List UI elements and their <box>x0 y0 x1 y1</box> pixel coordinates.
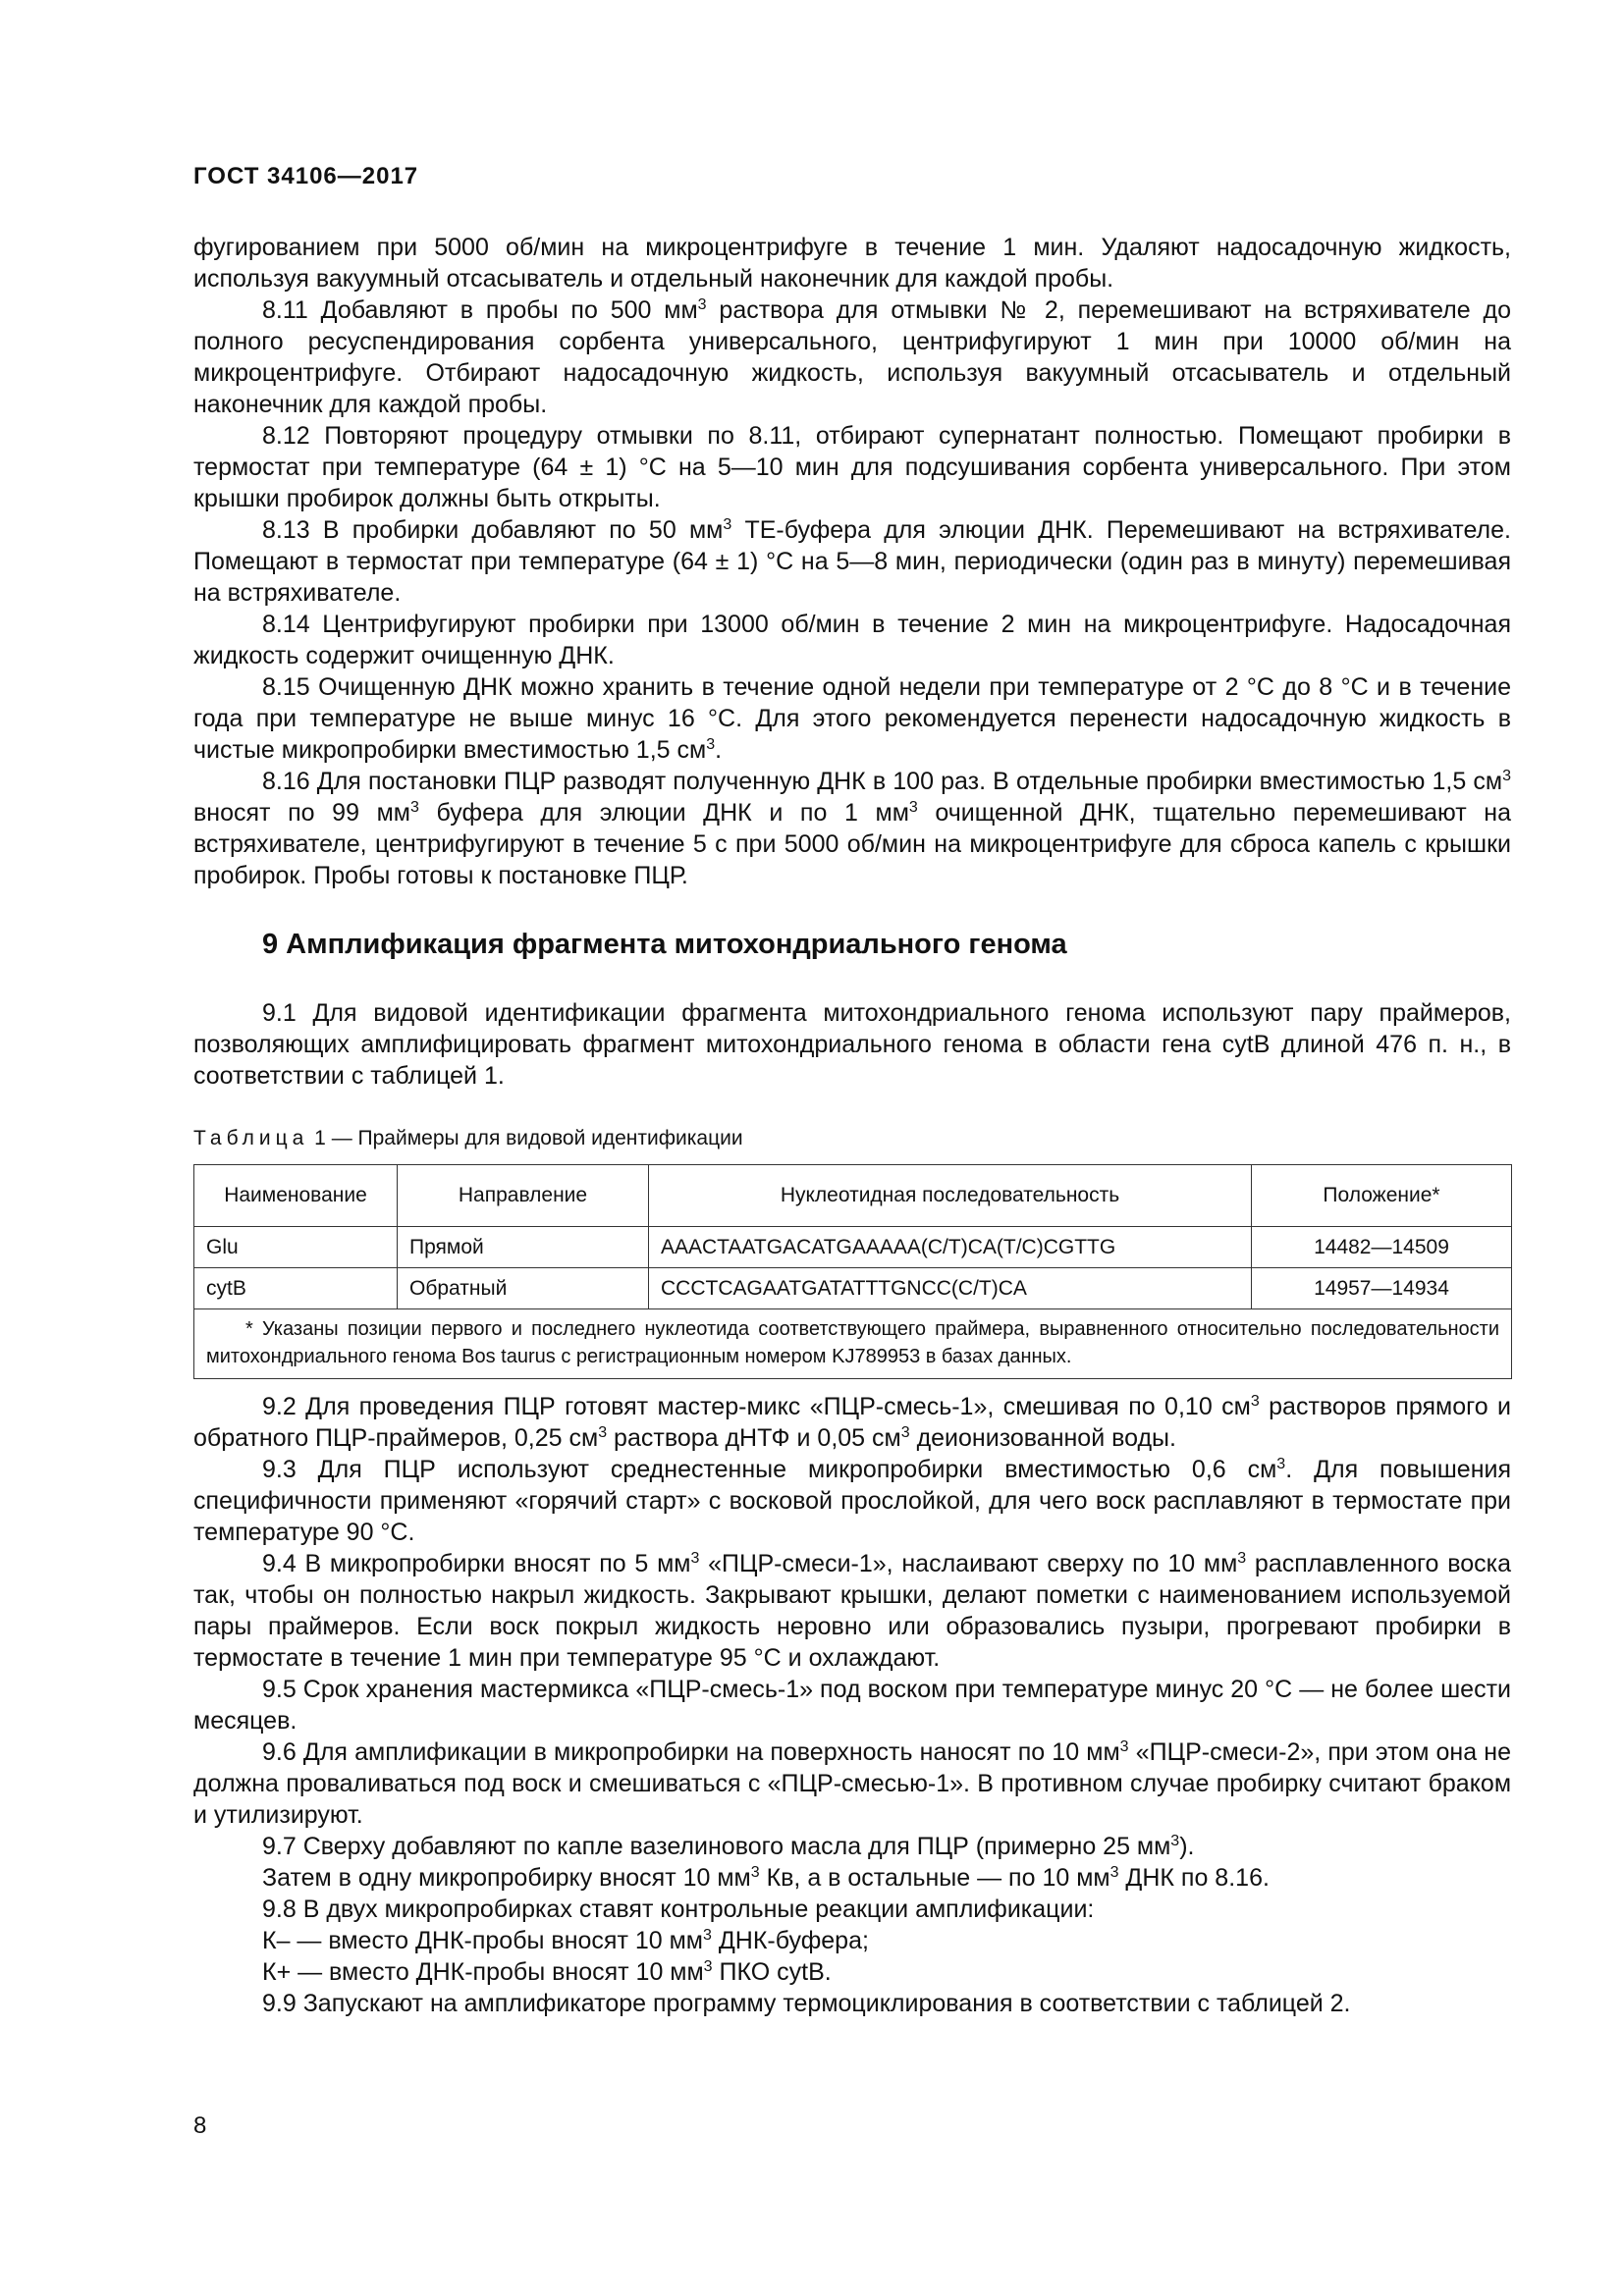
table-row <box>194 1227 1512 1268</box>
page-number: 8 <box>193 2112 207 2139</box>
section-9-title: 9 Амплификация фрагмента митохондриального генома <box>262 929 1067 960</box>
document-header: ГОСТ 34106—2017 <box>193 163 419 189</box>
paragraph-continuation: фугированием при 5000 об/мин на микроцентрифуге в течение 1 мин. Удаляют надосадочную жидкость, используя вакуумный отсасыватель и отдельный наконечник для каждой пробы. <box>193 234 1511 293</box>
header-direction: Направление <box>398 1165 649 1227</box>
cell-name: Glu <box>194 1227 398 1268</box>
paragraph-8-16: 8.16 Для постановки ПЦР разводят полученную ДНК в 100 раз. В отдельные пробирки вместимостью 1,5 $см^3$ вносят по 99 $мм^3$ буфера для элюции ДНК и по 1 $мм^3$ очищенной ДНК, тщательно перемешивают на встряхивателе, центрифугируют в течение 5 с при 5000 об/мин на микроцентрифуге для сброса капель с крышки пробирок. Пробы готовы к постановке ПЦР. <box>193 768 1511 889</box>
paragraph-9-1: 9.1 Для видовой идентификации фрагмента митохондриального генома используют пару праймеров, позволяющих амплифицировать фрагмент митохондриального генома в области гена cytB длиной 476 п. н., в соответствии с таблицей 1. <box>193 999 1511 1090</box>
cell-direction: Обратный <box>398 1268 649 1309</box>
paragraph-9-2: 9.2 Для проведения ПЦР готовят мастер-микс «ПЦР-смесь-1», смешивая по 0,10 $см^3$ растворов прямого и обратного ПЦР-праймеров, 0,25 $см^3$ раствора дНТФ и 0,05 $см^3$ деионизованной воды. <box>193 1393 1511 1452</box>
page-content <box>193 232 1511 2019</box>
paragraph-9-5: 9.5 Срок хранения мастермикса «ПЦР-смесь-1» под воском при температуре минус 20 °С — не более шести месяцев. <box>193 1676 1511 1735</box>
paragraph-8-14: 8.14 Центрифугируют пробирки при 13000 об/мин в течение 2 мин на микроцентрифуге. Надосадочная жидкость содержит очищенную ДНК. <box>193 611 1511 669</box>
table-header-row <box>194 1165 1512 1227</box>
paragraph-9-8: 9.8 В двух микропробирках ставят контрольные реакции амплификации: <box>262 1896 1095 1923</box>
header-sequence: Нуклеотидная последовательность <box>649 1165 1252 1227</box>
cell-sequence: AAACTAATGACATGAAAAA(C/T)CA(T/C)CGTTG <box>649 1227 1252 1268</box>
header-position: Положение* <box>1252 1165 1512 1227</box>
table-footnote: * Указаны позиции первого и последнего нуклеотида соответствующего праймера, выравненного относительно последовательности митохондриального генома Bos taurus с регистрационным номером KJ789953 в базах данных. <box>194 1309 1512 1379</box>
paragraph-9-7: 9.7 Сверху добавляют по капле вазелинового масла для ПЦР (примерно 25 $мм^3$). <box>262 1833 1195 1860</box>
table-1-caption: Таблица 1 — Праймеры для видовой идентификации <box>193 1127 743 1149</box>
table-row <box>194 1268 1512 1309</box>
cell-name: cytB <box>194 1268 398 1309</box>
cell-position: 14482—14509 <box>1252 1227 1512 1268</box>
cell-direction: Прямой <box>398 1227 649 1268</box>
paragraph-9-4: 9.4 В микропробирки вносят по 5 $мм^3$ «ПЦР-смеси-1», наслаивают сверху по 10 $мм^3$ расплавленного воска так, чтобы он полностью накрыл жидкость. Закрывают крышки, делают пометки с наименованием используемой пары праймеров. Если воск покрыл жидкость неровно или образовались пузыри, прогревают пробирки в термостате в течение 1 мин при температуре 95 °С и охлаждают. <box>193 1550 1511 1672</box>
paragraph-8-15: 8.15 Очищенную ДНК можно хранить в течение одной недели при температуре от 2 °С до 8 °С и в течение года при температуре не выше минус 16 °С. Для этого рекомендуется перенести надосадочную жидкость в чистые микропробирки вместимостью 1,5 $см^3$. <box>193 673 1511 764</box>
paragraph-8-11: 8.11 Добавляют в пробы по 500 $мм^3$ раствора для отмывки № 2, перемешивают на встряхивателе до полного ресуспендирования сорбента универсального, центрифугируют 1 мин при 10000 об/мин на микроцентрифуге. Отбирают надосадочную жидкость, используя вакуумный отсасыватель и отдельный наконечник для каждой пробы. <box>193 296 1511 418</box>
paragraph-9-7-continued: Затем в одну микропробирку вносят 10 $мм^3$ Кв, а в остальные — по 10 $мм^3$ ДНК по 8.16. <box>262 1864 1270 1892</box>
paragraph-8-13: 8.13 В пробирки добавляют по 50 $мм^3$ ТЕ-буфера для элюции ДНК. Перемешивают на встряхивателе. Помещают в термостат при температуре (64 ± 1) °С на 5—8 мин, периодически (один раз в минуту) перемешивая на встряхивателе. <box>193 516 1511 607</box>
table-note-row <box>194 1309 1512 1379</box>
control-k-minus: К– — вместо ДНК-пробы вносят 10 $мм^3$ ДНК-буфера; <box>262 1927 869 1954</box>
header-name: Наименование <box>194 1165 398 1227</box>
control-k-plus: К+ — вместо ДНК-пробы вносят 10 $мм^3$ ПКО cytB. <box>262 1958 832 1986</box>
cell-sequence: CCCTCAGAATGATATTTGNCC(C/T)CA <box>649 1268 1252 1309</box>
cell-position: 14957—14934 <box>1252 1268 1512 1309</box>
paragraph-9-3: 9.3 Для ПЦР используют среднестенные микропробирки вместимостью 0,6 $см^3$. Для повышения специфичности применяют «горячий старт» с восковой прослойкой, для чего воск расплавляют в термостате при температуре 90 °С. <box>193 1456 1511 1546</box>
primers-table <box>193 1164 1512 1379</box>
paragraph-9-6: 9.6 Для амплификации в микропробирки на поверхность наносят по 10 $мм^3$ «ПЦР-смеси-2», при этом она не должна проваливаться под воск и смешиваться с «ПЦР-смесью-1». В противном случае пробирку считают браком и утилизируют. <box>193 1738 1511 1829</box>
paragraph-9-9: 9.9 Запускают на амплификаторе программу термоциклирования в соответствии с таблицей 2. <box>262 1990 1351 2017</box>
paragraph-8-12: 8.12 Повторяют процедуру отмывки по 8.11, отбирают супернатант полностью. Помещают пробирки в термостат при температуре (64 ± 1) °С на 5—10 мин для подсушивания сорбента универсального. При этом крышки пробирок должны быть открыты. <box>193 422 1511 512</box>
